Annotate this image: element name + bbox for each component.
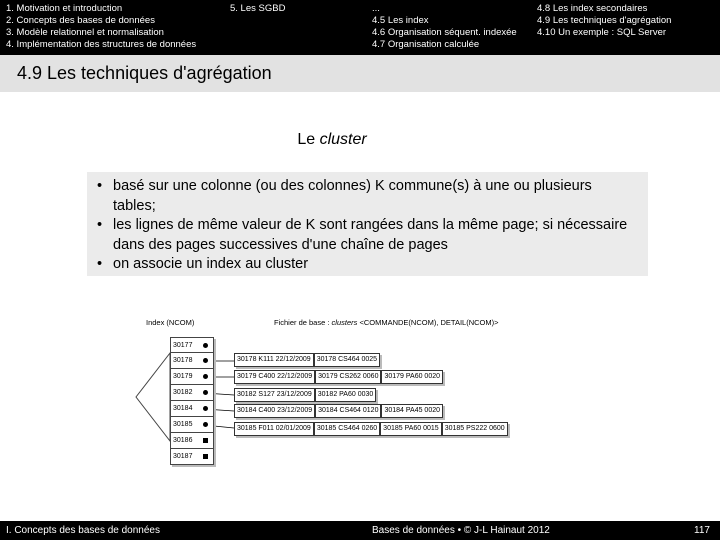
- footer-bar: [0, 521, 720, 540]
- nav-link-section-4-10[interactable]: 4.10 Un exemple : SQL Server: [537, 27, 667, 38]
- nav-link-section-4-7[interactable]: 4.7 Organisation calculée: [372, 39, 480, 50]
- index-key: 30177: [173, 342, 193, 349]
- nav-link-section-4-6[interactable]: 4.6 Organisation séquent. indexée: [372, 27, 517, 38]
- nav-link-chapter-4[interactable]: 4. Implémentation des structures de données: [6, 39, 197, 50]
- cluster-page: [234, 422, 508, 436]
- nav-link-section-4-5[interactable]: 4.5 Les index: [372, 15, 429, 26]
- null-pointer-square-icon: [203, 438, 208, 443]
- pointer-dot-icon: [203, 390, 208, 395]
- file-label-emphasis: clusters: [331, 318, 358, 327]
- index-key: 30186: [173, 437, 193, 444]
- slide-heading-emphasis: cluster: [319, 131, 367, 148]
- index-key: 30187: [173, 453, 193, 460]
- index-key: 30182: [173, 389, 193, 396]
- index-key: 30184: [173, 405, 193, 412]
- nav-link-chapter-3[interactable]: 3. Modèle relationnel et normalisation: [6, 27, 164, 38]
- nav-link-chapter-2[interactable]: 2. Concepts des bases de données: [6, 15, 155, 26]
- nav-link-ellipsis[interactable]: ...: [372, 3, 380, 14]
- nav-link-chapter-1[interactable]: 1. Motivation et introduction: [6, 3, 123, 14]
- index-entries: [170, 337, 214, 465]
- nav-link-section-4-8[interactable]: 4.8 Les index secondaires: [537, 3, 648, 14]
- pointer-dot-icon: [203, 358, 208, 363]
- nav-link-chapter-5[interactable]: 5. Les SGBD: [230, 3, 286, 14]
- record: 30184 CS464 0120: [315, 404, 381, 418]
- cluster-page: [234, 404, 443, 418]
- index-entry: [170, 385, 214, 401]
- index-entry: [170, 433, 214, 449]
- index-entry: [170, 369, 214, 385]
- pointer-dot-icon: [203, 406, 208, 411]
- index-key: 30178: [173, 357, 193, 364]
- record: 30179 C400 22/12/2009: [234, 370, 315, 384]
- record: 30182 PA60 0030: [315, 388, 377, 402]
- nav-link-section-4-9[interactable]: 4.9 Les techniques d'agrégation: [537, 15, 672, 26]
- cluster-page: [234, 353, 380, 367]
- index-label: Index (NCOM): [146, 318, 195, 327]
- page-number: 117: [694, 525, 710, 536]
- record: 30179 CS262 0060: [315, 370, 381, 384]
- footer-copyright: Bases de données • © J-L Hainaut 2012: [372, 525, 550, 536]
- pointer-dot-icon: [203, 343, 208, 348]
- pointer-dot-icon: [203, 422, 208, 427]
- bullet-item: • les lignes de même valeur de K sont rangées dans la même page; si nécessaire dans des pages successives d'une chaîne de pages: [97, 216, 638, 255]
- bullet-item: • basé sur une colonne (ou des colonnes) K commune(s) à une ou plusieurs tables;: [97, 177, 638, 216]
- record: 30184 PA45 0020: [381, 404, 443, 418]
- file-label-prefix: Fichier de base :: [274, 318, 332, 327]
- record: 30185 CS464 0260: [314, 422, 380, 436]
- null-pointer-square-icon: [203, 454, 208, 459]
- index-key: 30185: [173, 421, 193, 428]
- section-title: 4.9 Les techniques d'agrégation: [17, 63, 272, 83]
- pointer-dot-icon: [203, 374, 208, 379]
- file-label-suffix: <COMMANDE(NCOM), DETAIL(NCOM)>: [357, 318, 499, 327]
- record: 30185 PA60 0015: [380, 422, 442, 436]
- index-entry: [170, 337, 214, 353]
- record: 30178 K111 22/12/2009: [234, 353, 314, 367]
- index-entry: [170, 417, 214, 433]
- slide-heading-prefix: Le: [297, 131, 320, 148]
- record: 30184 C400 23/12/2009: [234, 404, 315, 418]
- index-entry: [170, 401, 214, 417]
- bullet-item: • on associe un index au cluster: [97, 255, 638, 275]
- index-entry: [170, 353, 214, 369]
- record: 30185 F011 02/01/2009: [234, 422, 314, 436]
- footer-chapter: I. Concepts des bases de données: [6, 525, 160, 536]
- record: 30185 PS222 0600: [442, 422, 508, 436]
- index-entry: [170, 449, 214, 465]
- cluster-page: [234, 388, 376, 402]
- record: 30179 PA60 0020: [381, 370, 443, 384]
- index-key: 30179: [173, 373, 193, 380]
- cluster-page: [234, 370, 443, 384]
- record: 30182 S127 23/12/2009: [234, 388, 315, 402]
- record: 30178 CS464 0025: [314, 353, 380, 367]
